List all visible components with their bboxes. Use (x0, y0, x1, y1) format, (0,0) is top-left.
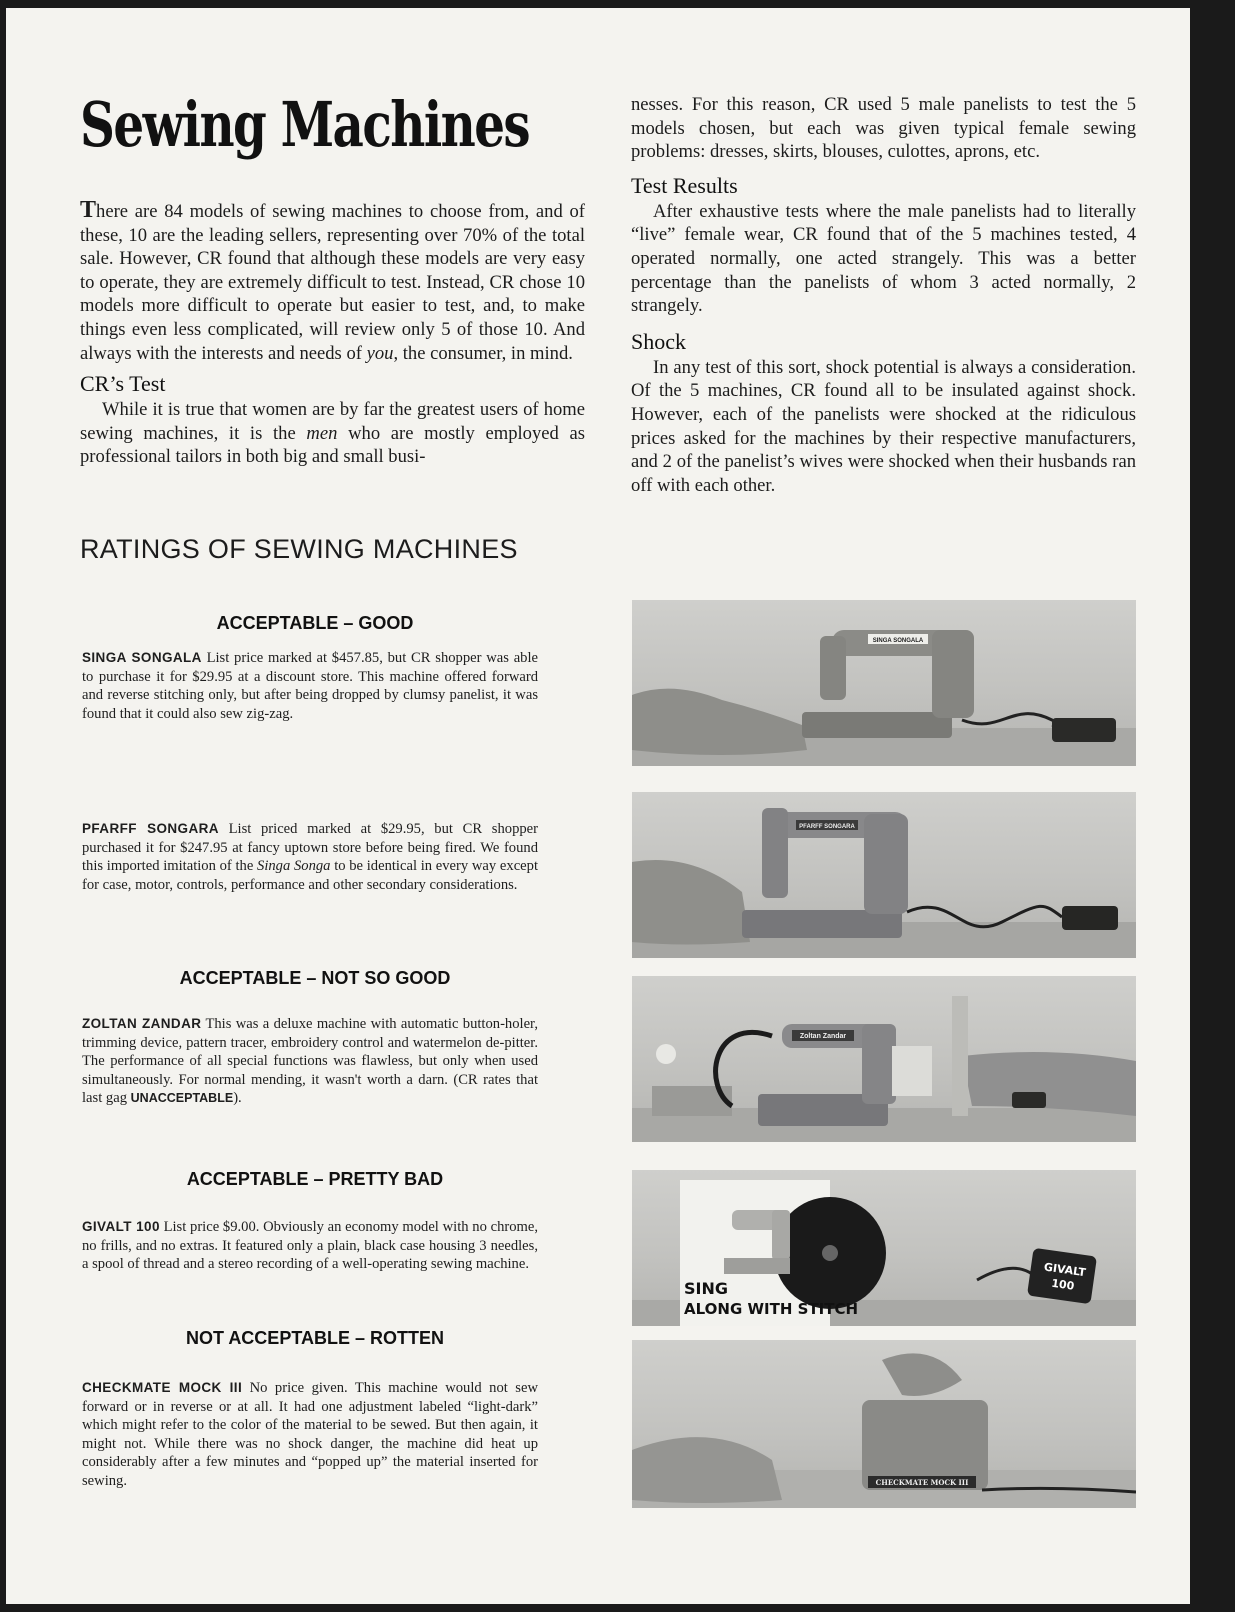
foot-pedal (1052, 718, 1116, 742)
left-column (80, 199, 585, 469)
foot-pedal (1012, 1092, 1046, 1108)
svg-text:Zoltan Zandar: Zoltan Zandar (799, 1033, 847, 1040)
article-title: Sewing Machines (80, 88, 530, 161)
crs-test-continued: nesses. For this reason, CR used 5 male panelists to test the 5 models chosen, but each was given typical female sewing problems: dresses, skirts, blouses, culottes, aprons, etc. (631, 94, 1136, 163)
shock-paragraph: In any test of this sort, shock potential is always a consideration. Of the 5 machines, CR found all to be insulated against shock. However, each of the panelists were shocked at the ridiculous prices asked for the machines by their respective manufacturers, and 2 of the panelist’s wives were shocked when their husbands ran off with each other. (631, 356, 1136, 496)
photo-pfarff-songara (632, 792, 1136, 958)
crs-test-paragraph: While it is true that women are by far the greatest users of home sewing machines, it is the men who are mostly employed as professional tailors in both big and small busi- (80, 399, 585, 468)
givalt-case (1027, 1248, 1097, 1304)
category-acceptable-not-so-good: ACCEPTABLE – NOT SO GOOD (179, 968, 451, 988)
category-acceptable-good: ACCEPTABLE – GOOD (216, 613, 414, 633)
entry-singa-songala: SINGA SONGALA List price marked at $457.85, but CR shopper was able to purchase it for $29.95 at a discount store. This machine offered forward and reverse stitching only, but after being dropped by clumsy panelist, it was found that it could also sew zig-zag. (82, 650, 538, 722)
fabric-shape (632, 860, 750, 945)
attachment-box (892, 1046, 932, 1096)
svg-text:SINGA SONGALA: SINGA SONGALA (872, 638, 924, 644)
svg-text:GIVALT: GIVALT (1043, 1260, 1087, 1280)
category-acceptable-pretty-bad: ACCEPTABLE – PRETTY BAD (186, 1169, 444, 1189)
fabric-shape (632, 689, 807, 755)
crs-test-heading: CR’s Test (80, 371, 166, 397)
drop-cap: T (80, 197, 97, 223)
machine-base (802, 712, 952, 738)
entry-givalt-100: GIVALT 100 List price $9.00. Obviously an economy model with no chrome, no frills, and no extras. It featured only a plain, black case housing 3 needles, a spool of thread and a stereo recording of a well-operating sewing machine. (82, 1219, 538, 1273)
shock-heading: Shock (631, 328, 686, 354)
photo-singa-songala (632, 600, 1136, 766)
intro-paragraph: There are 84 models of sewing machines to choose from, and of these, 10 are the leading sellers, representing over 70% of the total sale. However, CR found that although these models are very easy to operate, they are extremely difficult to test. Instead, CR chose 10 models more difficult to operate but easier to test, and, to make things even less complicated, will review only 5 of those 10. And always with the interests and needs of you, the consumer, in mind. (80, 197, 585, 364)
entry-zoltan-zandar: ZOLTAN ZANDAR This was a deluxe machine with automatic button-holer, trimming device, pattern tracer, embroidery control and watermelon de-pitter. The performance of all special functions was flawless, but only when used simultaneously. For normal mending, it wasn't worth a darn. (CR rates that last gag UNACCEPTABLE). (82, 1016, 538, 1107)
svg-text:CHECKMATE MOCK III: CHECKMATE MOCK III (875, 1478, 969, 1487)
ball (656, 1044, 676, 1064)
magazine-page (6, 8, 1190, 1604)
entry-checkmate-mock-iii: CHECKMATE MOCK III No price given. This machine would not sew forward or in reverse or at all. It had one adjustment labeled “light-dark” which might refer to the color of the material to be sewed. But then again, it might not. While there was no shock danger, the machine did heat up considerably after a few minutes and “popped up” the material inserted for sewing. (82, 1380, 539, 1489)
photo-checkmate-mock-iii (632, 1340, 1136, 1508)
category-not-acceptable-rotten: NOT ACCEPTABLE – ROTTEN (185, 1328, 444, 1348)
svg-text:PFARFF SONGARA: PFARFF SONGARA (799, 824, 855, 830)
photo-givalt-100 (632, 1170, 1136, 1326)
svg-text:ALONG WITH STITCH: ALONG WITH STITCH (684, 1300, 859, 1318)
whisk (952, 996, 968, 1116)
test-results-heading: Test Results (631, 172, 738, 198)
svg-text:SING: SING (684, 1279, 728, 1298)
foot-pedal (1062, 906, 1118, 930)
entry-pfarff-songara: PFARFF SONGARA List priced marked at $29.95, but CR shopper purchased it for $247.95 at fancy uptown store before being fired. We found this imported imitation of the Singa Songa to be identical in every way except for case, motor, controls, performance and other secondary considerations. (82, 821, 539, 893)
photo-zoltan-zandar (632, 976, 1136, 1142)
svg-text:100: 100 (1050, 1276, 1076, 1293)
fabric-shape (962, 1052, 1136, 1116)
test-results-paragraph: After exhaustive tests where the male panelists had to literally “live” female wear, CR found that of the 5 machines tested, 4 operated normally, one acted strangely. This was a better percentage than the panelists of whom 3 acted normally, 2 strangely. (631, 200, 1136, 317)
fabric-shape (632, 1437, 782, 1503)
popped-fabric (882, 1353, 962, 1396)
machine-base (742, 910, 902, 938)
ratings-title: RATINGS OF SEWING MACHINES (80, 534, 518, 564)
right-column (631, 93, 1136, 497)
